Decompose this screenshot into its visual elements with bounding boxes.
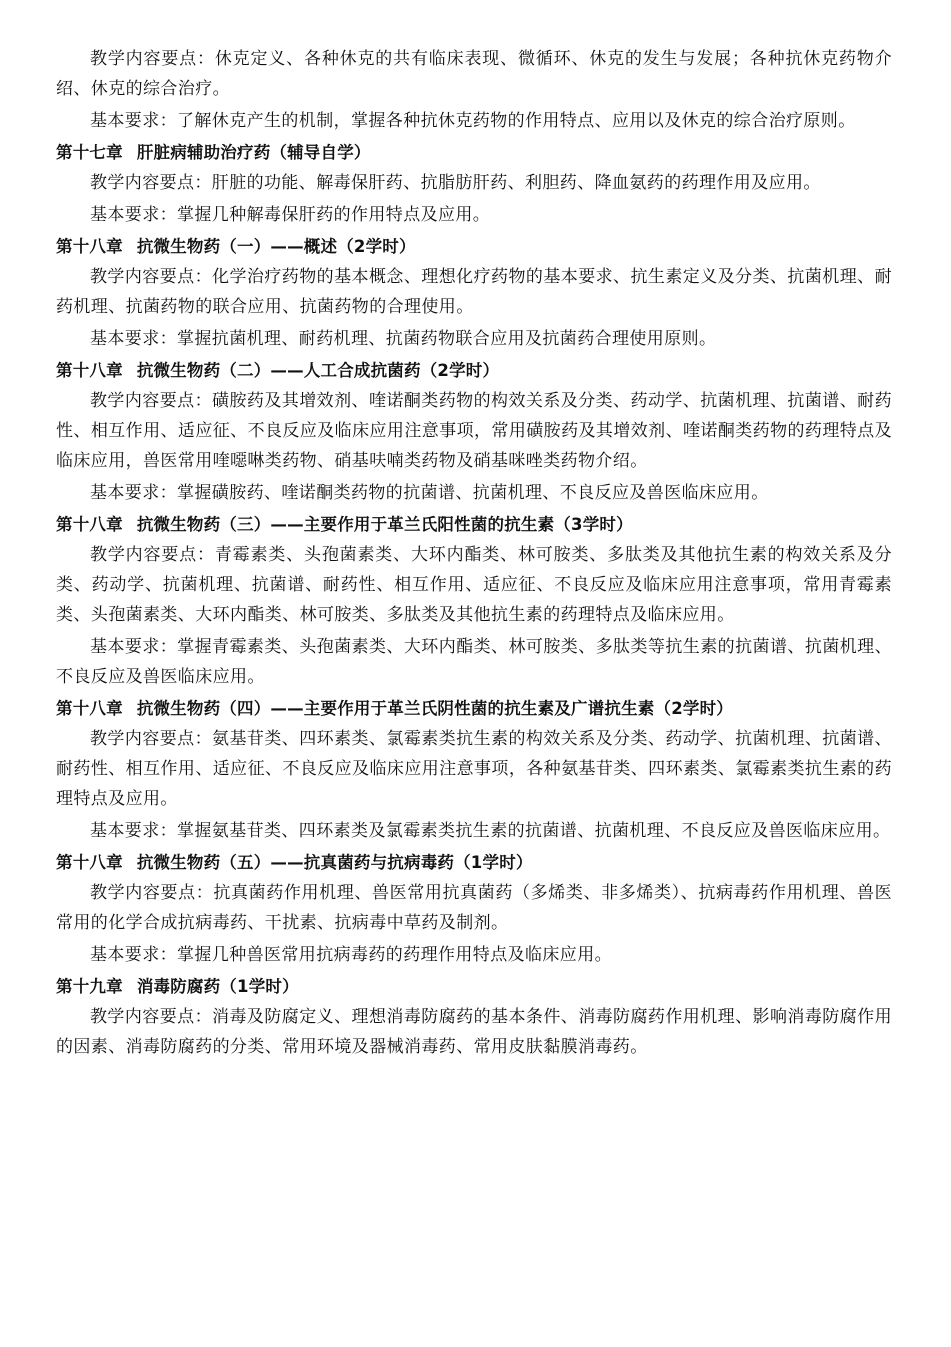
chapter-heading (56, 510, 892, 540)
document-body (56, 44, 892, 1064)
body-paragraph: 教学内容要点：休克定义、各种休克的共有临床表现、微循环、休克的发生与发展；各种抗休克药物介绍、休克的综合治疗。 (56, 49, 892, 99)
body-paragraph: 教学内容要点：磺胺药及其增效剂、喹诺酮类药物的构效关系及分类、药动学、抗菌机理、抗菌谱、耐药性、相互作用、适应征、不良反应及临床应用注意事项，常用磺胺药及其增效剂、喹诺酮类药物的药理特点及临床应用，兽医常用喹噁啉类药物、硝基呋喃类药物及硝基咪唑类药物介绍。 (56, 391, 892, 471)
chapter-number: 第十七章 (56, 143, 123, 162)
body-paragraph: 基本要求：掌握青霉素类、头孢菌素类、大环内酯类、林可胺类、多肽类等抗生素的抗菌谱、抗菌机理、不良反应及兽医临床应用。 (56, 637, 892, 687)
body-paragraph: 基本要求：掌握抗菌机理、耐药机理、抗菌药物联合应用及抗菌药合理使用原则。 (90, 329, 717, 349)
body-paragraph: 教学内容要点：消毒及防腐定义、理想消毒防腐药的基本条件、消毒防腐药作用机理、影响消毒防腐作用的因素、消毒防腐药的分类、常用环境及器械消毒药、常用皮肤黏膜消毒药。 (56, 1007, 892, 1057)
body-paragraph: 教学内容要点：化学治疗药物的基本概念、理想化疗药物的基本要求、抗生素定义及分类、抗菌机理、耐药机理、抗菌药物的联合应用、抗菌药物的合理使用。 (56, 267, 892, 317)
chapter-heading (56, 972, 892, 1002)
chapter-heading (56, 138, 892, 168)
chapter-title: 消毒防腐药（1学时） (136, 977, 299, 996)
chapter-title: 抗微生物药（一）——概述（2学时） (136, 237, 416, 256)
body-paragraph: 教学内容要点：肝脏的功能、解毒保肝药、抗脂肪肝药、利胆药、降血氨药的药理作用及应用。 (90, 173, 821, 193)
body-paragraph: 基本要求：掌握几种兽医常用抗病毒药的药理作用特点及临床应用。 (90, 945, 612, 965)
chapter-title: 肝脏病辅助治疗药（辅导自学） (136, 143, 371, 162)
chapter-title: 抗微生物药（五）——抗真菌药与抗病毒药（1学时） (136, 853, 533, 872)
body-paragraph: 教学内容要点：抗真菌药作用机理、兽医常用抗真菌药（多烯类、非多烯类）、抗病毒药作用机理、兽医常用的化学合成抗病毒药、干扰素、抗病毒中草药及制剂。 (56, 883, 892, 933)
chapter-heading (56, 356, 892, 386)
chapter-title: 抗微生物药（三）——主要作用于革兰氏阳性菌的抗生素（3学时） (136, 515, 633, 534)
chapter-title: 抗微生物药（二）——人工合成抗菌药（2学时） (136, 361, 500, 380)
body-paragraph: 教学内容要点：青霉素类、头孢菌素类、大环内酯类、林可胺类、多肽类及其他抗生素的构效关系及分类、药动学、抗菌机理、抗菌谱、耐药性、相互作用、适应征、不良反应及临床应用注意事项，常用青霉素类、头孢菌素类、大环内酯类、林可胺类、多肽类及其他抗生素的药理特点及临床应用。 (56, 545, 892, 625)
body-paragraph: 基本要求：掌握磺胺药、喹诺酮类药物的抗菌谱、抗菌机理、不良反应及兽医临床应用。 (90, 483, 769, 503)
body-paragraph: 基本要求：掌握氨基苷类、四环素类及氯霉素类抗生素的抗菌谱、抗菌机理、不良反应及兽医临床应用。 (90, 821, 891, 841)
chapter-number: 第十八章 (56, 237, 123, 256)
body-paragraph: 教学内容要点：氨基苷类、四环素类、氯霉素类抗生素的构效关系及分类、药动学、抗菌机理、抗菌谱、耐药性、相互作用、适应征、不良反应及临床应用注意事项，各种氨基苷类、四环素类、氯霉素类抗生素的药理特点及应用。 (56, 729, 892, 809)
chapter-heading (56, 232, 892, 262)
chapter-number: 第十八章 (56, 515, 123, 534)
body-paragraph: 基本要求：掌握几种解毒保肝药的作用特点及应用。 (90, 205, 491, 225)
chapter-number: 第十八章 (56, 699, 123, 718)
chapter-number: 第十八章 (56, 853, 123, 872)
chapter-title: 抗微生物药（四）——主要作用于革兰氏阴性菌的抗生素及广谱抗生素（2学时） (136, 699, 733, 718)
chapter-heading (56, 848, 892, 878)
body-paragraph: 基本要求：了解休克产生的机制，掌握各种抗休克药物的作用特点、应用以及休克的综合治疗原则。 (90, 111, 856, 131)
chapter-number: 第十八章 (56, 361, 123, 380)
chapter-heading (56, 694, 892, 724)
chapter-number: 第十九章 (56, 977, 123, 996)
